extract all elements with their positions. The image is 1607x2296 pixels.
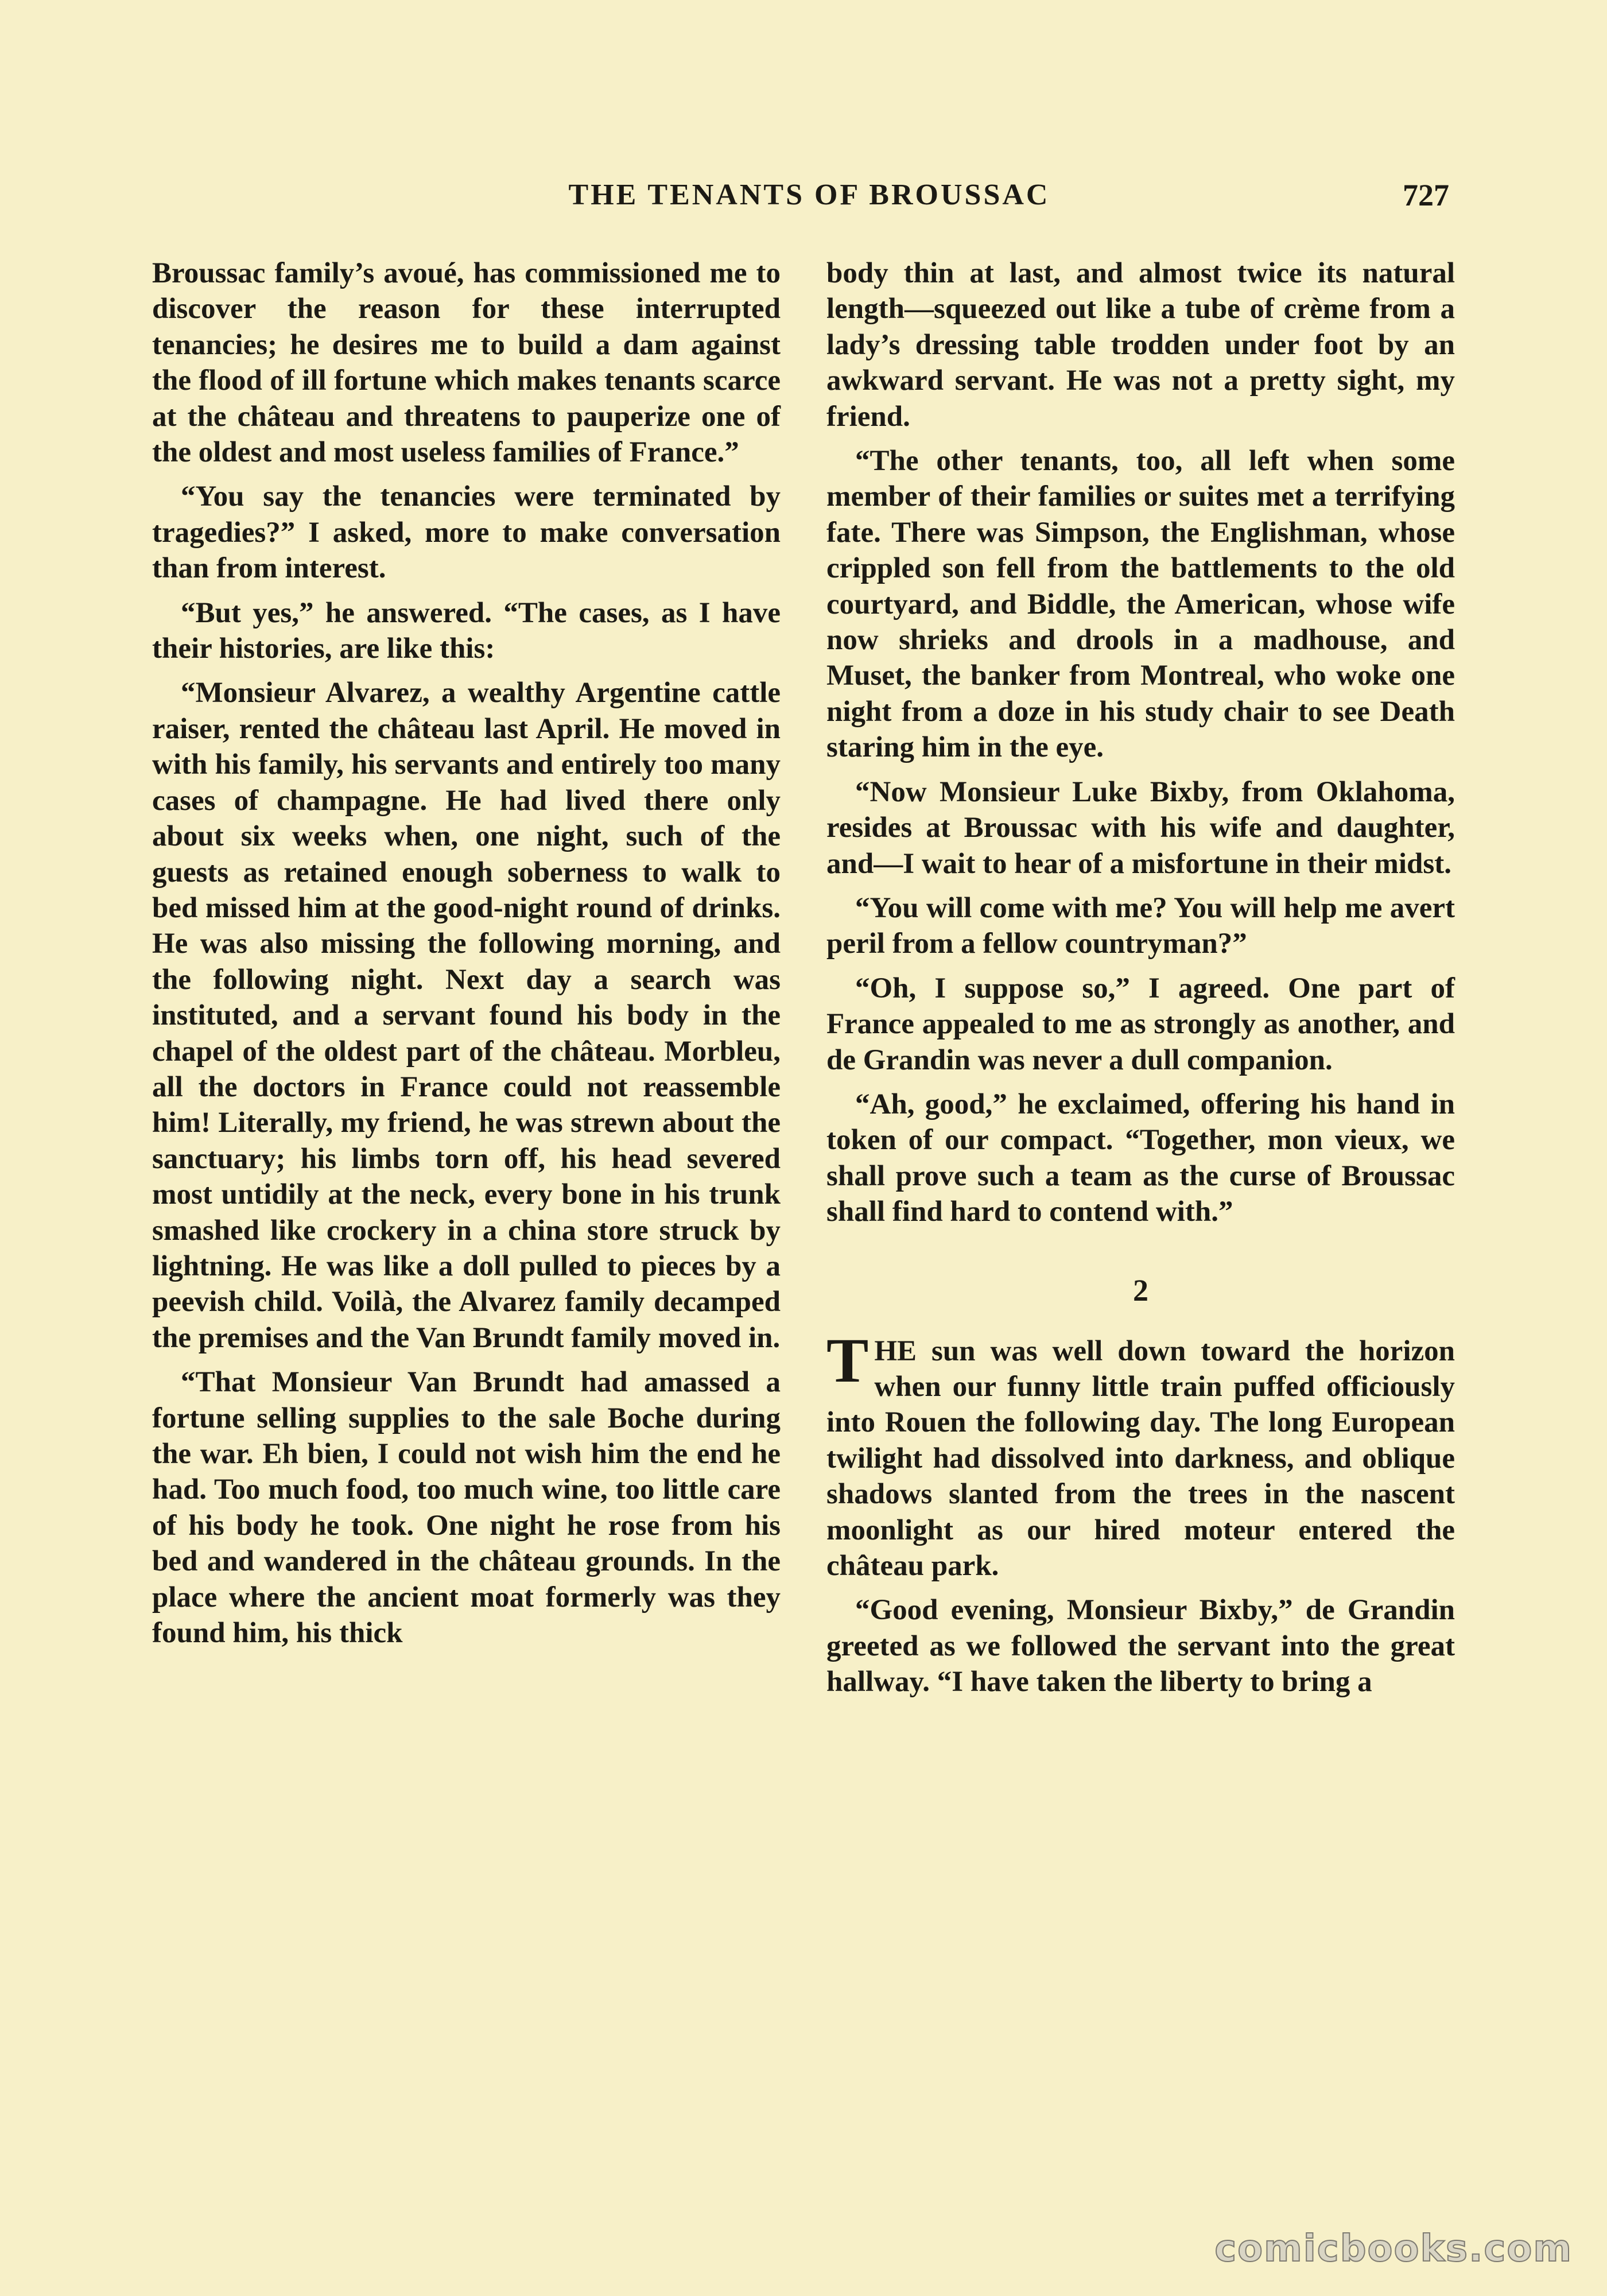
paragraph: “Ah, good,” he exclaimed, offering his hand in token of our compact. “Together, mon vieux, we shall prove such a team as the curse of Broussac shall find hard to contend with.” [826, 1088, 1455, 1228]
page-number: 727 [1403, 178, 1449, 212]
paragraph-with-dropcap [826, 1325, 1455, 1584]
paragraph: “Now Monsieur Luke Bixby, from Oklahoma, resides at Broussac with his wife and daughter, and—I wait to hear of a misfortune in their midst. [826, 775, 1455, 880]
drop-cap: T [826, 1325, 869, 1395]
paragraph: “Oh, I suppose so,” I agreed. One part of France appealed to me as strongly as another, and de Grandin was never a dull companion. [826, 972, 1455, 1076]
paragraph: “You will come with me? You will help me avert peril from a fellow countryman?” [826, 891, 1455, 960]
watermark: comicbooks.com [1214, 2228, 1573, 2270]
paragraph: “Good evening, Monsieur Bixby,” de Grandin greeted as we followed the servant into the great hallway. “I have taken the liberty to bring a [826, 1594, 1455, 1698]
paragraph: “But yes,” he answered. “The cases, as I have their histories, are like this: [152, 596, 781, 665]
small-caps-lead: HE [874, 1335, 917, 1367]
paragraph: body thin at last, and almost twice its natural length—squeezed out like a tube of crème from a lady’s dressing table trodden under foot by an awkward servant. He was not a pretty sight, my friend. [826, 257, 1455, 433]
paragraph: “You say the tenancies were terminated by tragedies?” I asked, more to make conversation than from interest. [152, 480, 781, 585]
paragraph-text: sun was well down toward the horizon when our funny little train puffed officiously into Rouen the following day. The long European twilight had dissolved into darkness, and oblique shadows slanted from the trees in the nascent moonlight as our hired moteur entered the château park. [826, 1335, 1455, 1582]
paragraph: “Monsieur Alvarez, a wealthy Argentine cattle raiser, rented the château last April. He moved in with his family, his servants and entirely too many cases of champagne. He had lived there only about six weeks when, one night, such of the guests as retained enough soberness to walk to bed missed him at the good-night round of drinks. He was also missing the following morning, and the following night. Next day a search was instituted, and a servant found his body in the chapel of the oldest part of the château. Morbleu, all the doctors in France could not reassemble him! Literally, my friend, he was strewn about the sanctuary; his limbs torn off, his head severed most untidily at the neck, every bone in his trunk smashed like crockery in a china store struck by lightning. He was like a doll pulled to pieces by a peevish child. Voilà, the Alvarez family decamped the premises and the Van Brundt family moved in. [152, 677, 781, 1354]
section-number: 2 [1133, 1273, 1148, 1308]
paragraph: “That Monsieur Van Brundt had amassed a fortune selling supplies to the sale Boche during the war. Eh bien, I could not wish him the end he had. Too much food, too much wine, too little care of his body he took. One night he rose from his bed and wandered in the château grounds. In the place where the ancient moat formerly was they found him, his thick [152, 1366, 781, 1650]
running-title: THE TENANTS OF BROUSSAC [568, 179, 1050, 211]
paragraph: “The other tenants, too, all left when some member of their families or suites met a terrifying fate. There was Simpson, the Englishman, whose crippled son fell from the battlements to the old courtyard, and Biddle, the American, whose wife now shrieks and drools in a madhouse, and Muset, the banker from Montreal, who woke one night from a doze in his study chair to see Death staring him in the eye. [826, 445, 1455, 764]
right-column [826, 255, 1455, 1700]
paragraph: Broussac family’s avoué, has commissioned me to discover the reason for these interrupted tenancies; he desires me to build a dam against the flood of ill fortune which makes tenants scarce at the château and threatens to pauperize one of the oldest and most useless families of France.” [152, 257, 781, 469]
running-head [152, 172, 1466, 218]
left-column [152, 255, 781, 1651]
